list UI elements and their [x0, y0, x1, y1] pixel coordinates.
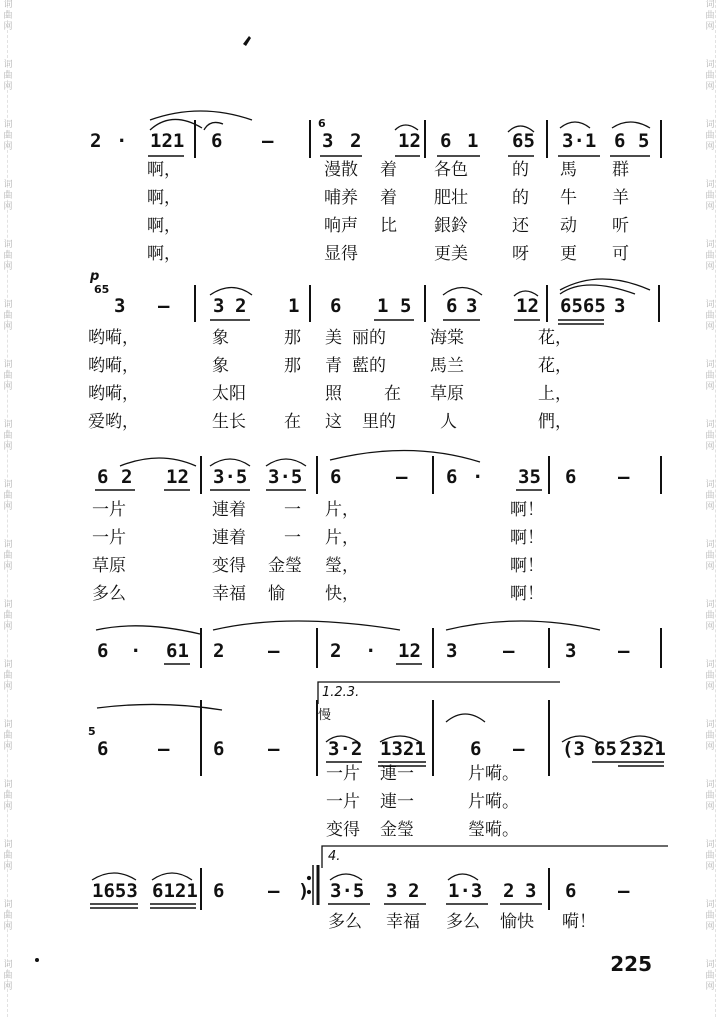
- lyric-word: 愉快: [500, 912, 534, 932]
- lyric-word: 变得: [326, 820, 360, 840]
- lyric-word: 更: [560, 244, 577, 264]
- bar-line: [200, 456, 202, 494]
- lyric-word: 一片: [92, 500, 126, 520]
- watermark-char: 曲: [3, 131, 13, 141]
- watermark-char: 曲: [3, 371, 13, 381]
- jianpu-note: 1·3: [448, 880, 483, 902]
- lyric-word: 一: [284, 528, 301, 548]
- lyric-word: 啊，: [147, 244, 181, 264]
- jianpu-note: –: [268, 880, 280, 902]
- watermark-char: 词: [705, 60, 715, 70]
- watermark-char: 网: [705, 682, 715, 692]
- lyric-word: 一: [284, 500, 301, 520]
- watermark-char: 网: [3, 982, 13, 992]
- lyric-word: 各色: [434, 160, 468, 180]
- jianpu-note: 3: [446, 640, 458, 662]
- jianpu-note: 12: [398, 640, 421, 662]
- jianpu-note: –: [618, 880, 630, 902]
- bar-line: [432, 700, 434, 776]
- lyric-word: 花，: [538, 356, 572, 376]
- watermark-char: 词: [3, 600, 13, 610]
- lyric-word: 羊: [612, 188, 629, 208]
- lyric-word: 的: [512, 188, 529, 208]
- lyric-word: 花，: [538, 328, 572, 348]
- jianpu-note: 2: [330, 640, 342, 662]
- jianpu-note: 12: [398, 130, 421, 152]
- lyric-word: 片嗬。: [468, 764, 519, 784]
- lyric-word: 連一: [380, 764, 414, 784]
- watermark-char: 网: [3, 322, 13, 332]
- jianpu-note: ·: [130, 640, 142, 662]
- tempo-mark: 慢: [318, 708, 332, 723]
- lyric-word: 爱哟，: [88, 412, 139, 432]
- watermark-char: 曲: [3, 11, 13, 21]
- lyric-word: 显得: [324, 244, 358, 264]
- watermark-char: 曲: [3, 551, 13, 561]
- watermark-char: 曲: [705, 311, 715, 321]
- jianpu-note: 6: [614, 130, 626, 152]
- jianpu-note: 5: [638, 130, 650, 152]
- watermark-char: 曲: [3, 791, 13, 801]
- lyric-word: 照: [325, 384, 342, 404]
- grace-note: 65: [94, 283, 110, 296]
- bar-line: [548, 628, 550, 668]
- jianpu-note: –: [503, 640, 515, 662]
- lyric-word: 嗬！: [562, 912, 596, 932]
- jianpu-note: (3: [562, 738, 585, 760]
- watermark-char: 词: [3, 480, 13, 490]
- jianpu-note: 2: [408, 880, 420, 902]
- lyric-word: 变得: [212, 556, 246, 576]
- watermark-char: 网: [705, 742, 715, 752]
- jianpu-note: 1321: [380, 738, 426, 760]
- watermark-char: 网: [3, 622, 13, 632]
- jianpu-note: 12: [516, 295, 539, 317]
- lyric-word: 听: [612, 216, 629, 236]
- lyric-word: 动: [560, 216, 577, 236]
- watermark-char: 词: [705, 0, 715, 10]
- watermark-char: 网: [705, 262, 715, 272]
- jianpu-note: 2: [213, 640, 225, 662]
- watermark-char: 网: [705, 922, 715, 932]
- watermark-char: 曲: [705, 791, 715, 801]
- lyric-word: 肥壮: [434, 188, 468, 208]
- jianpu-note: 6: [213, 738, 225, 760]
- lyric-word: 青: [325, 356, 342, 376]
- jianpu-note: 6565: [560, 295, 606, 317]
- watermark-char: 词: [3, 660, 13, 670]
- watermark-char: 曲: [705, 971, 715, 981]
- watermark-char: 词: [705, 660, 715, 670]
- lyric-word: 啊，: [147, 188, 181, 208]
- watermark-char: 曲: [3, 71, 13, 81]
- watermark-char: 曲: [705, 491, 715, 501]
- page-number: 225: [610, 952, 652, 976]
- bar-line: [548, 456, 550, 494]
- watermark-char: 网: [3, 262, 13, 272]
- watermark-char: 词: [705, 600, 715, 610]
- lyric-word: 們，: [538, 412, 572, 432]
- watermark-char: 网: [705, 502, 715, 512]
- watermark-char: 曲: [705, 671, 715, 681]
- watermark-char: 曲: [705, 611, 715, 621]
- lyric-word: 片，: [325, 500, 359, 520]
- bar-line: [432, 456, 434, 494]
- bar-line: [194, 120, 196, 158]
- watermark-char: 曲: [3, 851, 13, 861]
- jianpu-note: 6: [211, 130, 223, 152]
- watermark-char: 网: [3, 382, 13, 392]
- jianpu-note: 3: [213, 295, 225, 317]
- watermark-char: 曲: [705, 191, 715, 201]
- watermark-char: 网: [3, 22, 13, 32]
- bar-line: [546, 120, 548, 158]
- watermark-char: 网: [3, 922, 13, 932]
- lyric-word: 啊，: [147, 216, 181, 236]
- watermark-char: 词: [3, 360, 13, 370]
- watermark-char: 词: [705, 240, 715, 250]
- watermark-char: 网: [3, 862, 13, 872]
- jianpu-note: 2321: [620, 738, 666, 760]
- watermark-char: 词: [3, 540, 13, 550]
- watermark-char: 网: [3, 142, 13, 152]
- watermark-char: 词: [3, 840, 13, 850]
- jianpu-note: 2: [235, 295, 247, 317]
- watermark-char: 词: [705, 960, 715, 970]
- lyric-word: 馬兰: [430, 356, 464, 376]
- watermark-char: 网: [3, 442, 13, 452]
- lyric-word: 在: [384, 384, 401, 404]
- lyric-word: 一片: [92, 528, 126, 548]
- watermark-char: 词: [3, 780, 13, 790]
- jianpu-note: –: [396, 466, 408, 488]
- lyric-word: 啊！: [510, 584, 544, 604]
- lyric-word: 这: [325, 412, 342, 432]
- lyric-word: 群: [612, 160, 629, 180]
- jianpu-note: 6: [213, 880, 225, 902]
- jianpu-note: 6: [446, 295, 458, 317]
- lyric-word: 哺养: [324, 188, 358, 208]
- jianpu-note: 2: [503, 880, 515, 902]
- bar-line: [432, 628, 434, 668]
- watermark-char: 曲: [705, 71, 715, 81]
- watermark-char: 词: [3, 180, 13, 190]
- lyric-word: 里的: [362, 412, 396, 432]
- jianpu-note: 5: [400, 295, 412, 317]
- bar-line: [424, 285, 426, 322]
- watermark-char: 网: [705, 82, 715, 92]
- bar-line: [424, 120, 426, 158]
- watermark-char: 网: [3, 502, 13, 512]
- jianpu-note: 3·5: [268, 466, 303, 488]
- watermark-char: 曲: [705, 851, 715, 861]
- bar-line: [316, 456, 318, 494]
- bar-line: [660, 628, 662, 668]
- watermark-char: 网: [705, 802, 715, 812]
- jianpu-note: 3·5: [213, 466, 248, 488]
- jianpu-note: 3: [614, 295, 626, 317]
- watermark-char: 曲: [3, 611, 13, 621]
- watermark-char: 曲: [705, 731, 715, 741]
- jianpu-note: 1653: [92, 880, 138, 902]
- jianpu-note: 65: [512, 130, 535, 152]
- lyric-word: 幸福: [212, 584, 246, 604]
- watermark-char: 词: [705, 180, 715, 190]
- bar-line: [309, 120, 311, 158]
- jianpu-note: ·: [365, 640, 377, 662]
- lyric-word: 草原: [92, 556, 126, 576]
- watermark-char: 曲: [3, 911, 13, 921]
- watermark-char: 曲: [705, 911, 715, 921]
- jianpu-note: 3: [466, 295, 478, 317]
- jianpu-note: 2: [350, 130, 362, 152]
- jianpu-note: 12: [166, 466, 189, 488]
- lyric-word: 牛: [560, 188, 577, 208]
- lyric-word: 金瑩: [268, 556, 302, 576]
- watermark-char: 词: [705, 420, 715, 430]
- jianpu-note: 3: [565, 640, 577, 662]
- lyric-word: 丽的: [352, 328, 386, 348]
- watermark-char: 曲: [705, 11, 715, 21]
- lyric-word: 在: [284, 412, 301, 432]
- jianpu-note: 6: [97, 738, 109, 760]
- watermark-char: 网: [3, 562, 13, 572]
- watermark-char: 曲: [3, 311, 13, 321]
- lyric-word: 多么: [92, 584, 126, 604]
- bar-line: [660, 120, 662, 158]
- watermark-char: 网: [3, 202, 13, 212]
- watermark-char: 网: [705, 622, 715, 632]
- jianpu-note: 61: [166, 640, 189, 662]
- watermark-char: 词: [3, 960, 13, 970]
- jianpu-note: 1: [288, 295, 300, 317]
- watermark-char: 词: [3, 900, 13, 910]
- lyric-word: 着: [380, 188, 397, 208]
- watermark-char: 网: [3, 82, 13, 92]
- bar-line: [194, 285, 196, 322]
- jianpu-note: 1: [377, 295, 389, 317]
- watermark-char: 网: [3, 802, 13, 812]
- bar-line: [660, 456, 662, 494]
- lyric-word: 海棠: [430, 328, 464, 348]
- lyric-word: 多么: [446, 912, 480, 932]
- lyric-word: 太阳: [212, 384, 246, 404]
- watermark-char: 词: [3, 240, 13, 250]
- watermark-char: 词: [705, 360, 715, 370]
- lyric-word: 啊！: [510, 556, 544, 576]
- jianpu-note: 6: [470, 738, 482, 760]
- bar-line: [200, 700, 202, 776]
- lyric-word: 連着: [212, 528, 246, 548]
- lyric-word: 的: [512, 160, 529, 180]
- lyric-word: 一片: [326, 764, 360, 784]
- lyric-word: 啊！: [510, 528, 544, 548]
- jianpu-note: 2: [90, 130, 102, 152]
- jianpu-note: 3·5: [330, 880, 365, 902]
- watermark-char: 曲: [705, 131, 715, 141]
- bar-line: [546, 285, 548, 322]
- lyric-word: 片，: [325, 528, 359, 548]
- watermark-char: 曲: [705, 431, 715, 441]
- watermark-char: 词: [705, 300, 715, 310]
- jianpu-note: –: [268, 738, 280, 760]
- lyric-word: 啊，: [147, 160, 181, 180]
- lyric-word: 响声: [324, 216, 358, 236]
- lyric-word: 哟嗬，: [88, 328, 139, 348]
- jianpu-note: 1: [467, 130, 479, 152]
- jianpu-note: –: [158, 738, 170, 760]
- watermark-char: 网: [705, 442, 715, 452]
- volta-2-label: 4.: [328, 849, 341, 864]
- lyric-word: 生长: [212, 412, 246, 432]
- lyric-word: 銀鈴: [434, 216, 468, 236]
- jianpu-note: –: [513, 738, 525, 760]
- lyric-word: 还: [512, 216, 529, 236]
- jianpu-note: 65: [594, 738, 617, 760]
- jianpu-note: –: [618, 466, 630, 488]
- jianpu-note: 3·2: [328, 738, 363, 760]
- jianpu-note: ·: [472, 466, 484, 488]
- watermark-char: 网: [705, 562, 715, 572]
- watermark-char: 词: [3, 60, 13, 70]
- lyric-word: 草原: [430, 384, 464, 404]
- watermark-char: 词: [3, 720, 13, 730]
- bar-line: [200, 628, 202, 668]
- lyric-word: 馬: [560, 160, 577, 180]
- watermark-char: 网: [705, 22, 715, 32]
- jianpu-note: 3: [386, 880, 398, 902]
- watermark-char: 网: [705, 322, 715, 332]
- watermark-char: 词: [705, 540, 715, 550]
- watermark-char: 词: [3, 0, 13, 10]
- lyric-word: 瑩嗬。: [468, 820, 519, 840]
- lyric-word: 美: [325, 328, 342, 348]
- watermark-char: 曲: [3, 971, 13, 981]
- watermark-char: 网: [705, 142, 715, 152]
- jianpu-note: –: [158, 295, 170, 317]
- jianpu-note: –: [262, 130, 274, 152]
- watermark-char: 曲: [3, 251, 13, 261]
- lyric-word: 象: [212, 328, 229, 348]
- volta-1-label: 1.2.3.: [322, 685, 360, 700]
- watermark-char: 网: [3, 742, 13, 752]
- grace-note: 5: [88, 725, 96, 738]
- jianpu-note: 6: [97, 640, 109, 662]
- lyric-word: 可: [612, 244, 629, 264]
- jianpu-note: 3: [322, 130, 334, 152]
- watermark-char: 词: [3, 120, 13, 130]
- bar-line: [316, 628, 318, 668]
- bar-line: [200, 868, 202, 910]
- lyric-word: 金瑩: [380, 820, 414, 840]
- watermark-char: 词: [705, 720, 715, 730]
- watermark-char: 网: [705, 982, 715, 992]
- lyric-word: 那: [284, 356, 301, 376]
- lyric-word: 哟嗬，: [88, 384, 139, 404]
- jianpu-note: 3: [114, 295, 126, 317]
- jianpu-note: 3: [525, 880, 537, 902]
- bar-line: [309, 285, 311, 322]
- watermark-char: 曲: [705, 371, 715, 381]
- watermark-char: 词: [705, 120, 715, 130]
- lyric-word: 哟嗬，: [88, 356, 139, 376]
- dynamic-mark: p: [90, 269, 100, 284]
- jianpu-note: 6: [97, 466, 109, 488]
- watermark-char: 网: [705, 202, 715, 212]
- watermark-char: 曲: [705, 551, 715, 561]
- lyric-word: 那: [284, 328, 301, 348]
- watermark-char: 词: [705, 840, 715, 850]
- watermark-char: 曲: [3, 491, 13, 501]
- jianpu-note: 3·1: [562, 130, 597, 152]
- lyric-word: 着: [380, 160, 397, 180]
- lyric-word: 瑩，: [325, 556, 359, 576]
- watermark-char: 曲: [3, 671, 13, 681]
- lyric-word: 一片: [326, 792, 360, 812]
- watermark-char: 词: [3, 420, 13, 430]
- lyric-word: 幸福: [386, 912, 420, 932]
- bar-line: [658, 285, 660, 322]
- jianpu-note: –: [268, 640, 280, 662]
- jianpu-note: 6: [440, 130, 452, 152]
- jianpu-note: 6: [565, 466, 577, 488]
- watermark-char: 曲: [3, 731, 13, 741]
- lyric-word: 上，: [538, 384, 572, 404]
- watermark-char: 网: [705, 382, 715, 392]
- watermark-char: 曲: [3, 191, 13, 201]
- watermark-char: 词: [3, 300, 13, 310]
- jianpu-note: 35: [518, 466, 541, 488]
- jianpu-note: 6: [330, 466, 342, 488]
- bar-line: [548, 700, 550, 776]
- jianpu-note: 6: [330, 295, 342, 317]
- lyric-word: 比: [380, 216, 397, 236]
- lyric-word: 片嗬。: [468, 792, 519, 812]
- jianpu-note: 121: [150, 130, 185, 152]
- jianpu-note: 2: [121, 466, 133, 488]
- lyric-word: 快，: [325, 584, 359, 604]
- lyric-word: 漫散: [324, 160, 358, 180]
- lyric-word: 象: [212, 356, 229, 376]
- lyric-word: 人: [440, 412, 457, 432]
- lyric-word: 多么: [328, 912, 362, 932]
- jianpu-note: ·: [116, 130, 128, 152]
- jianpu-note: 6: [446, 466, 458, 488]
- watermark-char: 网: [3, 682, 13, 692]
- lyric-word: 愉: [268, 584, 285, 604]
- watermark-char: 词: [705, 780, 715, 790]
- watermark-char: 曲: [3, 431, 13, 441]
- watermark-char: 网: [705, 862, 715, 872]
- jianpu-note: –: [618, 640, 630, 662]
- lyric-word: 呀: [512, 244, 529, 264]
- jianpu-note: 6: [565, 880, 577, 902]
- lyric-word: 更美: [434, 244, 468, 264]
- lyric-word: 藍的: [352, 356, 386, 376]
- watermark-char: 词: [705, 480, 715, 490]
- bar-line: [548, 868, 550, 910]
- lyric-word: 啊！: [510, 500, 544, 520]
- jianpu-note: 6121: [152, 880, 198, 902]
- watermark-char: 词: [705, 900, 715, 910]
- jianpu-note: ): [298, 880, 310, 902]
- grace-note: 6: [318, 117, 326, 130]
- watermark-char: 曲: [705, 251, 715, 261]
- lyric-word: 連着: [212, 500, 246, 520]
- lyric-word: 連一: [380, 792, 414, 812]
